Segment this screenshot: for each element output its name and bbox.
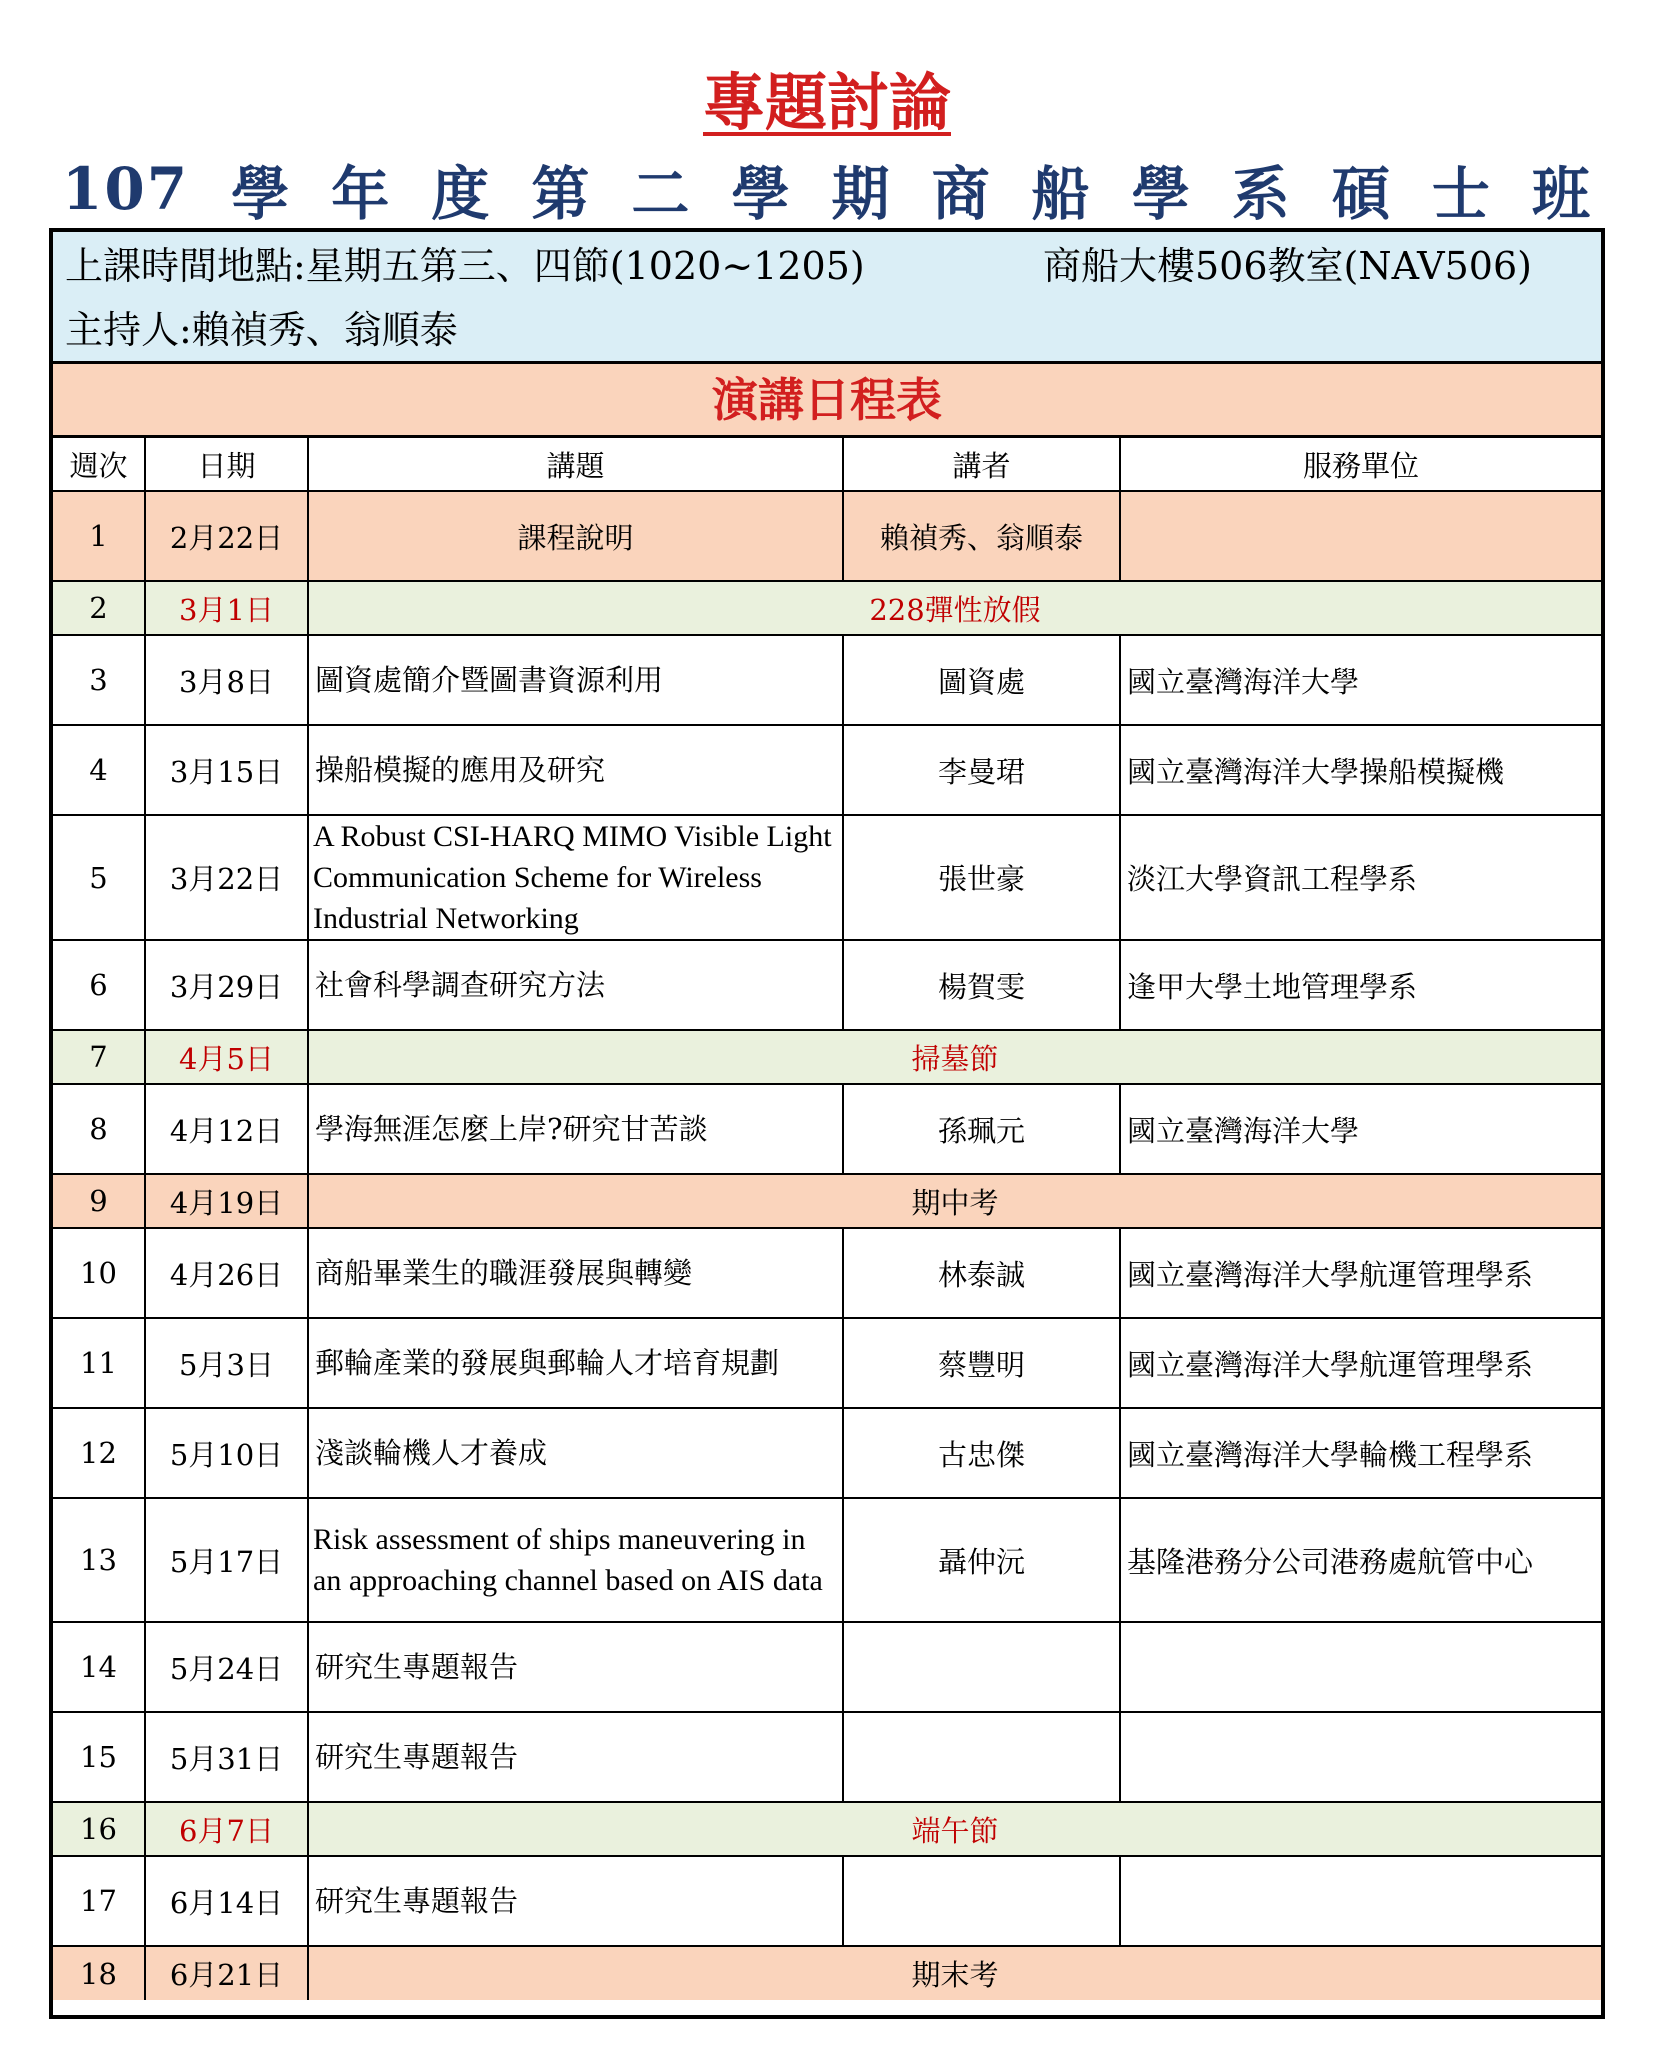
organization-cell: 國立臺灣海洋大學輪機工程學系 xyxy=(1120,1408,1601,1498)
date-cell: 4月19日 xyxy=(145,1174,308,1228)
table-row xyxy=(53,1174,1601,1228)
date-cell: 3月1日 xyxy=(145,581,308,635)
col-header-speaker: 講者 xyxy=(843,438,1120,491)
table-row xyxy=(53,1030,1601,1084)
week-cell: 17 xyxy=(53,1856,145,1946)
table-row xyxy=(53,725,1601,815)
subtitle-char: 年 xyxy=(331,160,390,228)
date-cell: 6月7日 xyxy=(145,1802,308,1856)
week-cell: 6 xyxy=(53,940,145,1030)
table-row xyxy=(53,1408,1601,1498)
table-row xyxy=(53,635,1601,725)
organization-cell: 國立臺灣海洋大學 xyxy=(1120,635,1601,725)
subtitle-char: 學 xyxy=(231,160,290,228)
event-cell: 掃墓節 xyxy=(308,1030,1601,1084)
subtitle-char: 度 xyxy=(431,160,490,228)
schedule-rows xyxy=(53,491,1601,2000)
week-cell: 1 xyxy=(53,491,145,581)
subtitle-char: 期 xyxy=(831,160,890,228)
speaker-cell: 孫珮元 xyxy=(843,1084,1120,1174)
subtitle-char: 第 xyxy=(531,160,590,228)
course-room: 商船大樓506教室(NAV506) xyxy=(1043,244,1532,288)
week-cell: 9 xyxy=(53,1174,145,1228)
subtitle-char: 學 xyxy=(1131,160,1190,228)
week-cell: 12 xyxy=(53,1408,145,1498)
course-info-panel xyxy=(53,232,1601,364)
week-cell: 3 xyxy=(53,635,145,725)
speaker-cell xyxy=(843,1712,1120,1802)
topic-cell: 課程說明 xyxy=(308,491,843,581)
table-row xyxy=(53,1318,1601,1408)
date-cell: 6月14日 xyxy=(145,1856,308,1946)
table-row xyxy=(53,940,1601,1030)
organization-cell: 國立臺灣海洋大學 xyxy=(1120,1084,1601,1174)
table-row xyxy=(53,1228,1601,1318)
topic-cell: 研究生專題報告 xyxy=(308,1622,843,1712)
subtitle-char: 系 xyxy=(1231,160,1290,228)
date-cell: 3月8日 xyxy=(145,635,308,725)
week-cell: 14 xyxy=(53,1622,145,1712)
subtitle-year: 107 xyxy=(62,155,190,223)
date-cell: 4月12日 xyxy=(145,1084,308,1174)
week-cell: 2 xyxy=(53,581,145,635)
col-header-week: 週次 xyxy=(53,438,145,491)
topic-cell: 研究生專題報告 xyxy=(308,1712,843,1802)
week-cell: 13 xyxy=(53,1498,145,1622)
schedule-frame xyxy=(49,228,1605,2019)
table-row xyxy=(53,1622,1601,1712)
subtitle-char: 碩 xyxy=(1331,160,1390,228)
organization-cell: 國立臺灣海洋大學航運管理學系 xyxy=(1120,1228,1601,1318)
topic-cell: 操船模擬的應用及研究 xyxy=(308,725,843,815)
topic-cell: 商船畢業生的職涯發展與轉變 xyxy=(308,1228,843,1318)
subtitle-char: 士 xyxy=(1431,160,1490,228)
speaker-cell xyxy=(843,1622,1120,1712)
topic-cell: 郵輪產業的發展與郵輪人才培育規劃 xyxy=(308,1318,843,1408)
organization-cell xyxy=(1120,1712,1601,1802)
speaker-cell xyxy=(843,1856,1120,1946)
date-cell: 3月22日 xyxy=(145,815,308,940)
table-row xyxy=(53,1856,1601,1946)
week-cell: 5 xyxy=(53,815,145,940)
date-cell: 5月3日 xyxy=(145,1318,308,1408)
table-row xyxy=(53,1946,1601,2000)
event-cell: 期中考 xyxy=(308,1174,1601,1228)
schedule-title: 演講日程表 xyxy=(53,364,1601,438)
page-title: 專題討論 xyxy=(702,66,951,139)
speaker-cell: 林泰誠 xyxy=(843,1228,1120,1318)
week-cell: 4 xyxy=(53,725,145,815)
speaker-cell: 李曼珺 xyxy=(843,725,1120,815)
table-row xyxy=(53,581,1601,635)
table-row xyxy=(53,491,1601,581)
speaker-cell: 張世豪 xyxy=(843,815,1120,940)
date-cell: 5月31日 xyxy=(145,1712,308,1802)
topic-cell: A Robust CSI-HARQ MIMO Visible Light Communication Scheme for Wireless Industrial Networking xyxy=(308,815,843,940)
week-cell: 18 xyxy=(53,1946,145,2000)
organization-cell: 國立臺灣海洋大學操船模擬機 xyxy=(1120,725,1601,815)
date-cell: 5月24日 xyxy=(145,1622,308,1712)
date-cell: 3月29日 xyxy=(145,940,308,1030)
organization-cell xyxy=(1120,491,1601,581)
subtitle-char: 班 xyxy=(1531,160,1590,228)
course-hosts: 主持人:賴禎秀、翁順泰 xyxy=(65,308,458,352)
topic-cell: 研究生專題報告 xyxy=(308,1856,843,1946)
organization-cell: 國立臺灣海洋大學航運管理學系 xyxy=(1120,1318,1601,1408)
subtitle-char: 學 xyxy=(731,160,790,228)
organization-cell xyxy=(1120,1856,1601,1946)
table-row xyxy=(53,1084,1601,1174)
week-cell: 11 xyxy=(53,1318,145,1408)
topic-cell: 圖資處簡介暨圖書資源利用 xyxy=(308,635,843,725)
date-cell: 2月22日 xyxy=(145,491,308,581)
speaker-cell: 楊賀雯 xyxy=(843,940,1120,1030)
schedule-table xyxy=(53,438,1601,2000)
speaker-cell: 蔡豐明 xyxy=(843,1318,1120,1408)
col-header-topic: 講題 xyxy=(308,438,843,491)
organization-cell: 淡江大學資訊工程學系 xyxy=(1120,815,1601,940)
date-cell: 4月26日 xyxy=(145,1228,308,1318)
date-cell: 6月21日 xyxy=(145,1946,308,2000)
organization-cell: 基隆港務分公司港務處航管中心 xyxy=(1120,1498,1601,1622)
week-cell: 16 xyxy=(53,1802,145,1856)
event-cell: 228彈性放假 xyxy=(308,581,1601,635)
topic-cell: 社會科學調查研究方法 xyxy=(308,940,843,1030)
col-header-organization: 服務單位 xyxy=(1120,438,1601,491)
page-subtitle xyxy=(62,150,1590,228)
subtitle-char: 二 xyxy=(631,160,690,228)
table-header-row xyxy=(53,438,1601,491)
topic-cell: Risk assessment of ships maneuvering in an approaching channel based on AIS data xyxy=(308,1498,843,1622)
date-cell: 4月5日 xyxy=(145,1030,308,1084)
speaker-cell: 圖資處 xyxy=(843,635,1120,725)
speaker-cell: 聶仲沅 xyxy=(843,1498,1120,1622)
week-cell: 7 xyxy=(53,1030,145,1084)
subtitle-char: 船 xyxy=(1031,160,1090,228)
organization-cell xyxy=(1120,1622,1601,1712)
event-cell: 期末考 xyxy=(308,1946,1601,2000)
topic-cell: 學海無涯怎麼上岸?研究甘苦談 xyxy=(308,1084,843,1174)
table-row xyxy=(53,1712,1601,1802)
subtitle-char: 商 xyxy=(931,160,990,228)
week-cell: 15 xyxy=(53,1712,145,1802)
date-cell: 5月17日 xyxy=(145,1498,308,1622)
event-cell: 端午節 xyxy=(308,1802,1601,1856)
course-time-place: 上課時間地點:星期五第三、四節(1020~1205) xyxy=(65,244,865,288)
speaker-cell: 賴禎秀、翁順泰 xyxy=(843,491,1120,581)
topic-cell: 淺談輪機人才養成 xyxy=(308,1408,843,1498)
week-cell: 8 xyxy=(53,1084,145,1174)
speaker-cell: 古忠傑 xyxy=(843,1408,1120,1498)
date-cell: 5月10日 xyxy=(145,1408,308,1498)
table-row xyxy=(53,815,1601,940)
col-header-date: 日期 xyxy=(145,438,308,491)
week-cell: 10 xyxy=(53,1228,145,1318)
date-cell: 3月15日 xyxy=(145,725,308,815)
table-row xyxy=(53,1802,1601,1856)
table-row xyxy=(53,1498,1601,1622)
organization-cell: 逢甲大學土地管理學系 xyxy=(1120,940,1601,1030)
